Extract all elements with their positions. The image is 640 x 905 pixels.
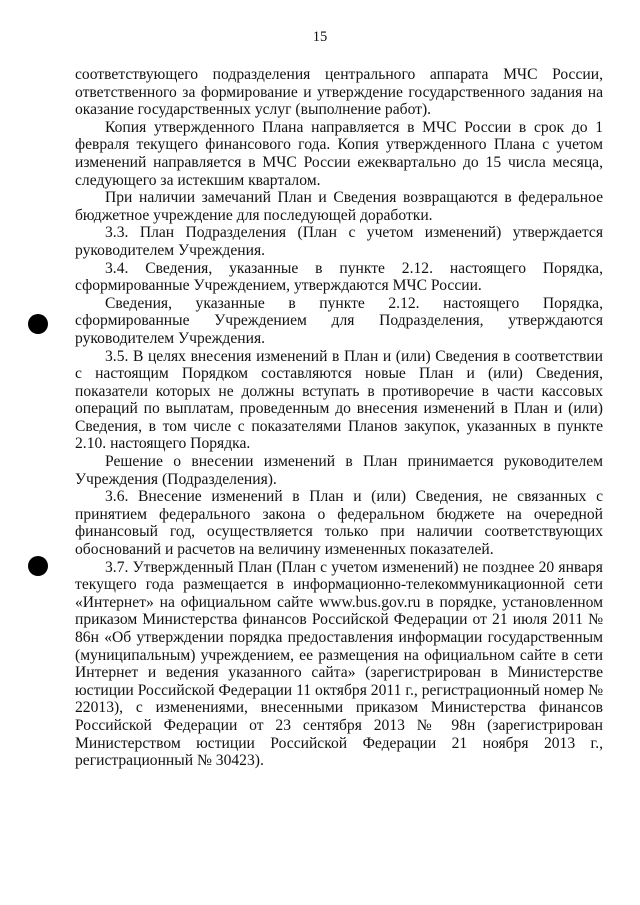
paragraph: При наличии замечаний План и Сведения возвращаются в федеральное бюджетное учреждение для последующей доработки. bbox=[75, 189, 603, 224]
paragraph: соответствующего подразделения центрального аппарата МЧС России, ответственного за формирование и утверждение государственного задания на оказание государственных услуг (выполнение работ). bbox=[75, 66, 603, 119]
paragraph: 3.3. План Подразделения (План с учетом изменений) утверждается руководителем Учреждения. bbox=[75, 224, 603, 259]
paragraph: Сведения, указанные в пункте 2.12. настоящего Порядка, сформированные Учреждением для Подразделения, утверждаются руководителем Учреждения. bbox=[75, 294, 603, 347]
document-body bbox=[75, 66, 603, 770]
page-number: 15 bbox=[312, 29, 328, 45]
paragraph: 3.6. Внесение изменений в План и (или) Сведения, не связанных с принятием федерального закона о федеральном бюджете на очередной финансовый год, осуществляется только при наличии соответствующих обоснований и расчетов на величину измененных показателей. bbox=[75, 488, 603, 559]
punch-hole-lower bbox=[28, 556, 48, 576]
paragraph: Решение о внесении изменений в План принимается руководителем Учреждения (Подразделения). bbox=[75, 453, 603, 488]
paragraph: Копия утвержденного Плана направляется в МЧС России в срок до 1 февраля текущего финансового года. Копия утвержденного Плана с учетом изменений направляется в МЧС России ежеквартально до 15 числа месяца, следующего за истекшим кварталом. bbox=[75, 118, 603, 189]
paragraph: 3.5. В целях внесения изменений в План и (или) Сведения в соответствии с настоящим Порядком составляются новые План и (или) Сведения, показатели которых не должны вступать в противоречие в части кассовых операций по выплатам, проведенным до внесения изменений в План и (или) Сведения, в том числе с показателями Планов закупок, указанных в пункте 2.10. настоящего Порядка. bbox=[75, 347, 603, 453]
paragraph: 3.4. Сведения, указанные в пункте 2.12. настоящего Порядка, сформированные Учреждением, утверждаются МЧС России. bbox=[75, 259, 603, 295]
punch-hole-upper bbox=[28, 314, 48, 334]
paragraph: 3.7. Утвержденный План (План с учетом изменений) не позднее 20 января текущего года размещается в информационно-телекоммуникационной сети «Интернет» на официальном сайте www.bus.gov.ru в порядке, установленном приказом Министерства финансов Российской Федерации от 21 июля 2011 № 86н «Об утверждении порядка предоставления информации государственным (муниципальным) учреждением, ее размещения на официальном сайте в сети Интернет и ведения указанного сайта» (зарегистрирован в Министерстве юстиции Российской Федерации 11 октября 2011 г., регистрационный номер № 22013), с изменениями, внесенными приказом Министерства финансов Российской Федерации от 23 сентября 2013 № 98н (зарегистрирован Министерством юстиции Российской Федерации 21 ноября 2013 г., регистрационный № 30423). bbox=[75, 558, 603, 770]
